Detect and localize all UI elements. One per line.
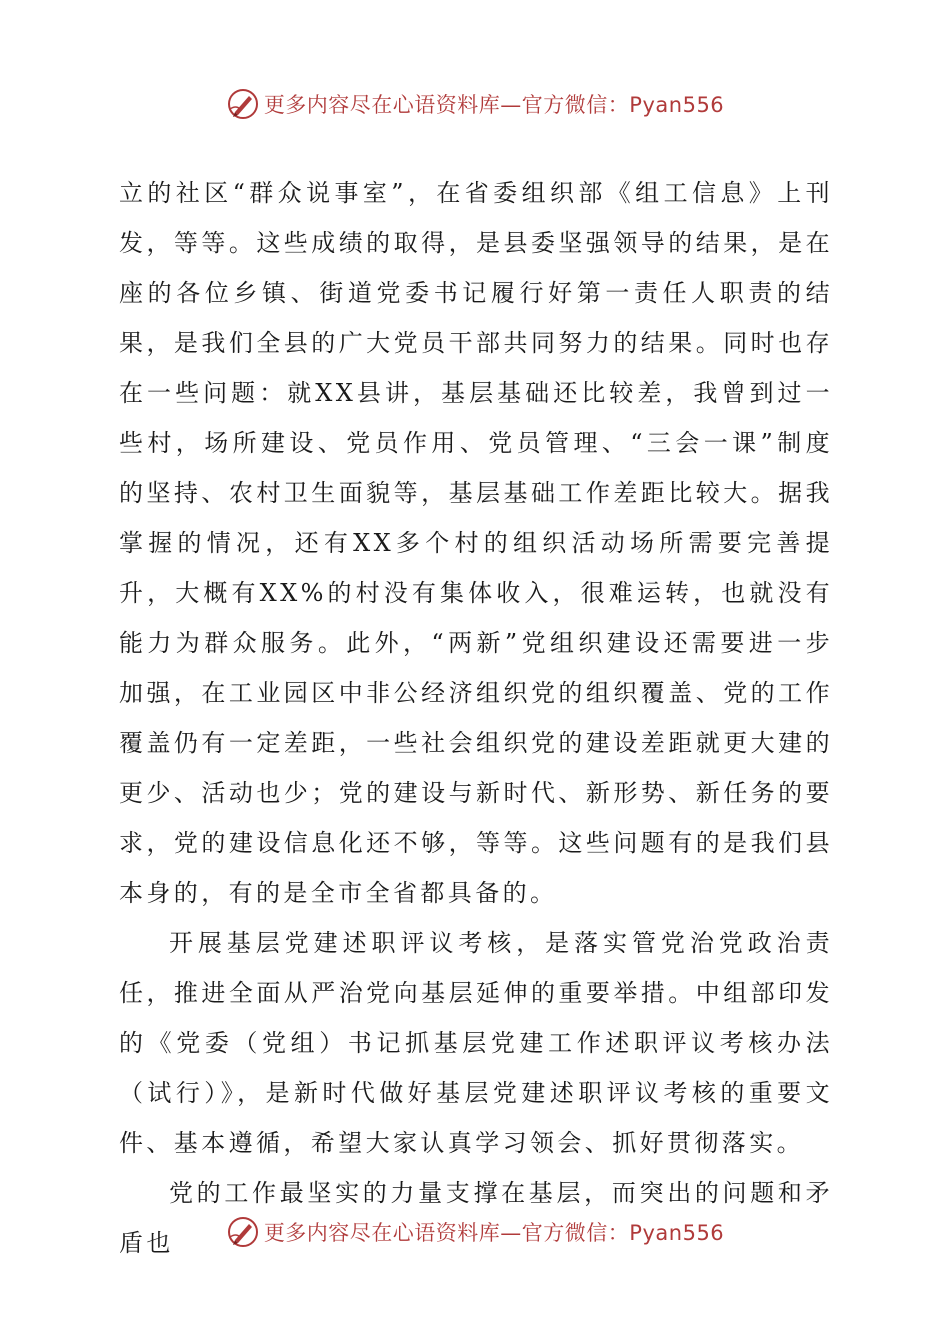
paragraph-3: 党的工作最坚实的力量支撑在基层，而突出的问题和矛盾也 xyxy=(119,1179,833,1257)
pen-logo-icon xyxy=(226,87,260,121)
document-body xyxy=(119,168,833,1268)
pen-logo-icon xyxy=(226,1215,260,1249)
footer-banner xyxy=(0,1212,950,1252)
paragraph-1: 立的社区“群众说事室”，在省委组织部《组工信息》上刊发，等等。这些成绩的取得，是县委坚强领导的结果，是在座的各位乡镇、街道党委书记履行好第一责任人职责的结果，是我们全县的广大党员干部共同努力的结果。同时也存在一些问题：就XX县讲，基层基础还比较差，我曾到过一些村，场所建设、党员作用、党员管理、“三会一课”制度的坚持、农村卫生面貌等，基层基础工作差距比较大。据我掌握的情况，还有XX多个村的组织活动场所需要完善提升，大概有XX%的村没有集体收入，很难运转，也就没有能力为群众服务。此外，“两新”党组织建设还需要进一步加强，在工业园区中非公经济组织党的组织覆盖、党的工作覆盖仍有一定差距，一些社会组织党的建设差距就更大建的更少、活动也少；党的建设与新时代、新形势、新任务的要求，党的建设信息化还不够，等等。这些问题有的是我们县本身的，有的是全市全省都具备的。 xyxy=(119,179,833,907)
paragraph-2: 开展基层党建述职评议考核，是落实管党治党政治责任，推进全面从严治党向基层延伸的重要举措。中组部印发的《党委（党组）书记抓基层党建工作述职评议考核办法（试行）》，是新时代做好基层党建述职评议考核的重要文件、基本遵循，希望大家认真学习领会、抓好贯彻落实。 xyxy=(119,929,833,1157)
banner-text: 更多内容尽在心语资料库—官方微信：Pyan556 xyxy=(263,93,725,117)
header-banner xyxy=(0,84,950,124)
banner-text: 更多内容尽在心语资料库—官方微信：Pyan556 xyxy=(263,1221,725,1245)
